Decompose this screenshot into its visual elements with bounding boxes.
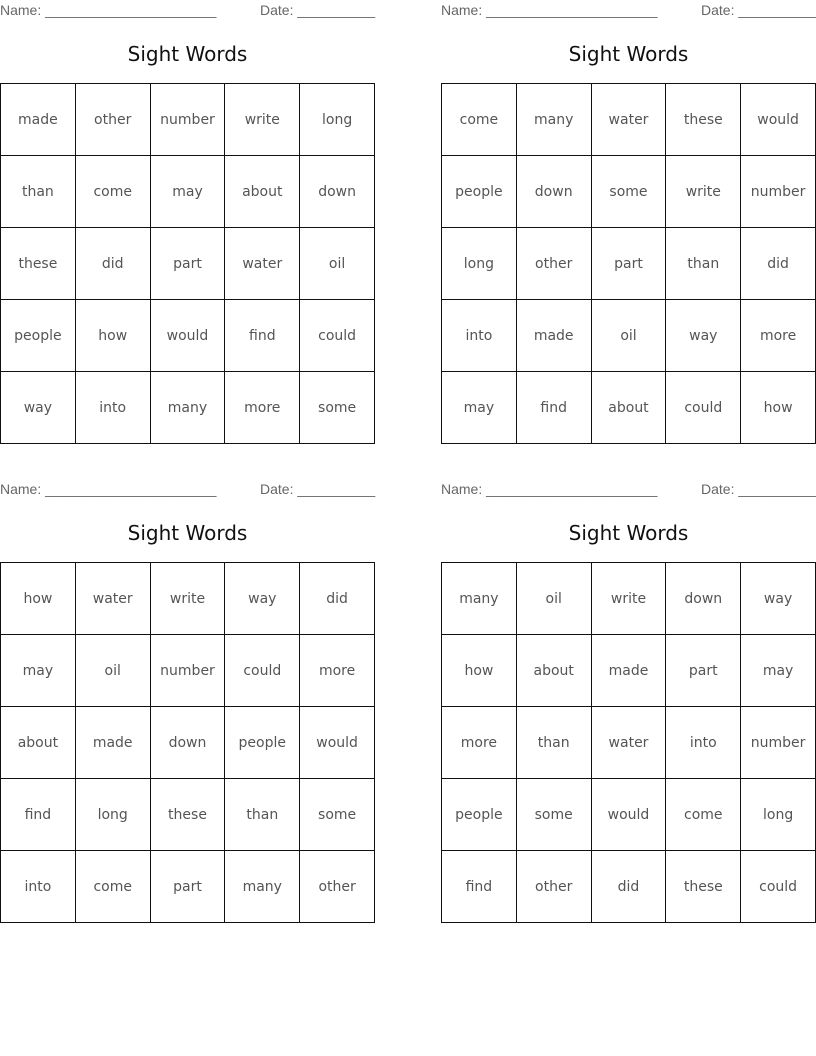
word-cell: about xyxy=(516,635,591,707)
word-cell: part xyxy=(591,228,666,300)
word-cell: number xyxy=(741,707,816,779)
bingo-grid xyxy=(441,562,816,923)
word-cell: water xyxy=(225,228,300,300)
word-cell: many xyxy=(516,84,591,156)
word-cell: part xyxy=(150,851,225,923)
word-cell: about xyxy=(225,156,300,228)
word-cell: oil xyxy=(75,635,150,707)
word-cell: how xyxy=(75,300,150,372)
word-cell: long xyxy=(300,84,375,156)
word-cell: would xyxy=(150,300,225,372)
word-cell: number xyxy=(741,156,816,228)
card-title: Sight Words xyxy=(127,521,248,545)
word-cell: did xyxy=(75,228,150,300)
word-cell: come xyxy=(666,779,741,851)
date-field[interactable]: Date: __________ xyxy=(701,2,816,18)
word-cell: way xyxy=(741,563,816,635)
card-header xyxy=(0,481,375,499)
word-cell: made xyxy=(516,300,591,372)
word-cell: find xyxy=(1,779,76,851)
word-cell: other xyxy=(516,228,591,300)
bingo-grid xyxy=(0,562,375,923)
word-cell: how xyxy=(442,635,517,707)
word-cell: more xyxy=(442,707,517,779)
grid-row xyxy=(442,563,816,635)
word-cell: than xyxy=(225,779,300,851)
date-field[interactable]: Date: __________ xyxy=(260,481,376,497)
name-field[interactable]: Name: ______________________ xyxy=(441,2,658,18)
word-cell: long xyxy=(75,779,150,851)
bingo-grid xyxy=(0,83,375,444)
word-cell: many xyxy=(225,851,300,923)
word-cell: into xyxy=(666,707,741,779)
word-cell: may xyxy=(741,635,816,707)
word-cell: down xyxy=(150,707,225,779)
grid-row xyxy=(1,563,375,635)
grid-row xyxy=(442,635,816,707)
word-cell: would xyxy=(591,779,666,851)
word-cell: did xyxy=(741,228,816,300)
word-cell: could xyxy=(666,372,741,444)
word-cell: made xyxy=(1,84,76,156)
word-cell: water xyxy=(75,563,150,635)
grid-row xyxy=(442,156,816,228)
word-cell: find xyxy=(225,300,300,372)
word-cell: oil xyxy=(591,300,666,372)
word-cell: oil xyxy=(516,563,591,635)
word-cell: write xyxy=(591,563,666,635)
word-cell: these xyxy=(150,779,225,851)
word-cell: other xyxy=(300,851,375,923)
word-cell: than xyxy=(1,156,76,228)
word-cell: into xyxy=(442,300,517,372)
word-cell: many xyxy=(150,372,225,444)
word-cell: number xyxy=(150,84,225,156)
word-cell: many xyxy=(442,563,517,635)
word-cell: long xyxy=(442,228,517,300)
grid-row xyxy=(1,635,375,707)
word-cell: part xyxy=(150,228,225,300)
card-header xyxy=(0,2,375,20)
word-cell: than xyxy=(666,228,741,300)
word-cell: people xyxy=(225,707,300,779)
word-cell: may xyxy=(150,156,225,228)
word-cell: water xyxy=(591,84,666,156)
grid-row xyxy=(1,300,375,372)
word-cell: these xyxy=(1,228,76,300)
word-cell: made xyxy=(591,635,666,707)
grid-row xyxy=(1,851,375,923)
grid-row xyxy=(442,707,816,779)
word-cell: oil xyxy=(300,228,375,300)
date-field[interactable]: Date: __________ xyxy=(260,2,376,18)
word-cell: how xyxy=(1,563,76,635)
name-field[interactable]: Name: ______________________ xyxy=(441,481,658,497)
word-cell: into xyxy=(75,372,150,444)
bingo-grid xyxy=(441,83,816,444)
word-cell: way xyxy=(1,372,76,444)
grid-row xyxy=(1,707,375,779)
word-cell: write xyxy=(225,84,300,156)
word-cell: down xyxy=(516,156,591,228)
word-cell: people xyxy=(442,156,517,228)
word-cell: made xyxy=(75,707,150,779)
word-cell: water xyxy=(591,707,666,779)
word-cell: down xyxy=(666,563,741,635)
word-cell: may xyxy=(1,635,76,707)
word-cell: did xyxy=(591,851,666,923)
grid-row xyxy=(1,156,375,228)
word-cell: these xyxy=(666,84,741,156)
word-cell: about xyxy=(591,372,666,444)
card-title: Sight Words xyxy=(568,42,689,66)
grid-row xyxy=(442,300,816,372)
word-cell: could xyxy=(225,635,300,707)
name-field[interactable]: Name: ______________________ xyxy=(0,2,217,18)
word-cell: number xyxy=(150,635,225,707)
grid-row xyxy=(442,372,816,444)
word-cell: people xyxy=(1,300,76,372)
word-cell: about xyxy=(1,707,76,779)
word-cell: more xyxy=(225,372,300,444)
grid-row xyxy=(1,372,375,444)
word-cell: some xyxy=(300,779,375,851)
word-cell: some xyxy=(300,372,375,444)
word-cell: write xyxy=(150,563,225,635)
grid-row xyxy=(1,779,375,851)
card-title: Sight Words xyxy=(568,521,689,545)
word-cell: part xyxy=(666,635,741,707)
word-cell: find xyxy=(516,372,591,444)
word-cell: other xyxy=(75,84,150,156)
grid-row xyxy=(442,851,816,923)
word-cell: more xyxy=(300,635,375,707)
word-cell: into xyxy=(1,851,76,923)
word-cell: write xyxy=(666,156,741,228)
word-cell: did xyxy=(300,563,375,635)
word-cell: than xyxy=(516,707,591,779)
word-cell: could xyxy=(741,851,816,923)
word-cell: would xyxy=(300,707,375,779)
word-cell: come xyxy=(442,84,517,156)
word-cell: would xyxy=(741,84,816,156)
card-header xyxy=(441,481,816,499)
word-cell: come xyxy=(75,156,150,228)
grid-row xyxy=(1,228,375,300)
grid-row xyxy=(442,228,816,300)
word-cell: some xyxy=(516,779,591,851)
grid-row xyxy=(442,779,816,851)
name-field[interactable]: Name: ______________________ xyxy=(0,481,217,497)
word-cell: could xyxy=(300,300,375,372)
word-cell: find xyxy=(442,851,517,923)
card-title: Sight Words xyxy=(127,42,248,66)
word-cell: way xyxy=(225,563,300,635)
card-header xyxy=(441,2,816,20)
word-cell: may xyxy=(442,372,517,444)
word-cell: some xyxy=(591,156,666,228)
word-cell: other xyxy=(516,851,591,923)
word-cell: down xyxy=(300,156,375,228)
word-cell: way xyxy=(666,300,741,372)
word-cell: come xyxy=(75,851,150,923)
word-cell: how xyxy=(741,372,816,444)
date-field[interactable]: Date: __________ xyxy=(701,481,816,497)
grid-row xyxy=(442,84,816,156)
word-cell: more xyxy=(741,300,816,372)
word-cell: people xyxy=(442,779,517,851)
grid-row xyxy=(1,84,375,156)
word-cell: these xyxy=(666,851,741,923)
word-cell: long xyxy=(741,779,816,851)
